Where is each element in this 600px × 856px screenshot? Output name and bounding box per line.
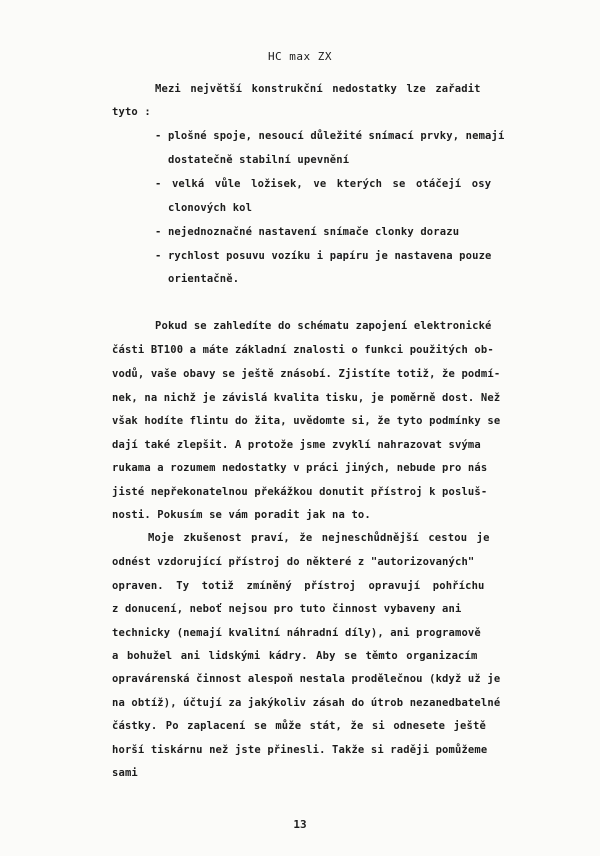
bullet-line: orientačně.: [168, 273, 240, 285]
bullet-line: - nejednoznačné nastavení snímače clonky dorazu: [155, 226, 460, 238]
paragraph-line: části BT100 a máte základní znalosti o funkci použitých ob-: [112, 344, 494, 356]
paragraph-line: na obtíž), účtují za jakýkoliv zásah do útrob nezanedbatelné: [112, 697, 501, 709]
bullet-line: - rychlost posuvu vozíku i papíru je nastavena pouze: [155, 250, 492, 262]
paragraph-line: vodů, vaše obavy se ještě znásobí. Zjistíte totiž, že podmí-: [112, 368, 501, 380]
paragraph-line: jisté nepřekonatelnou překážkou donutit přístroj k posluš-: [112, 486, 488, 498]
bullet-line: - velká vůle ložisek, ve kterých se otáčejí osy: [155, 178, 492, 190]
paragraph-line: Pokud se zahledíte do schématu zapojení elektronické: [155, 320, 492, 332]
bullet-line: dostatečně stabilní upevnění: [168, 154, 350, 166]
paragraph-line: a bohužel ani lidskými kádry. Aby se těmto organizacím: [112, 650, 478, 662]
paragraph-line: částky. Po zaplacení se může stát, že si odnesete ještě: [112, 720, 486, 732]
bullet-line: clonových kol: [168, 202, 253, 214]
paragraph-line: nek, na nichž je závislá kvalita tisku, je poměrně dost. Než: [112, 392, 501, 404]
paragraph-line: sami: [112, 767, 138, 779]
bullet-line: - plošné spoje, nesoucí důležité snímací prvky, nemají: [155, 130, 505, 142]
paragraph-line: rukama a rozumem nedostatky v práci jiných, nebude pro nás: [112, 462, 488, 474]
paragraph-line: z donucení, neboť nejsou pro tuto činnost vybaveny ani: [112, 603, 462, 615]
paragraph-line: však hodíte flintu do žita, uvědomte si, že tyto podmínky se: [112, 415, 501, 427]
paragraph-line: horší tiskárnu než jste přinesli. Takže si raději pomůžeme: [112, 744, 488, 756]
page-number: 13: [293, 818, 307, 831]
intro-line: Mezi největší konstrukční nedostatky lze zařadit: [155, 83, 481, 95]
paragraph-line: nosti. Pokusím se vám poradit jak na to.: [112, 509, 371, 521]
paragraph-line: opravárenská činnost alespoň nestala prodělečnou (když už je: [112, 673, 501, 685]
paragraph-line: Moje zkušenost praví, že nejneschůdnější cestou je: [148, 532, 490, 544]
page-header: HC max ZX: [267, 50, 333, 63]
paragraph-line: opraven. Ty totiž zmíněný přístroj opravují pohříchu: [112, 580, 485, 592]
paragraph-line: dají také zlepšit. A protože jsme zvyklí nahrazovat svýma: [112, 439, 481, 451]
paragraph-line: technicky (nemají kvalitní náhradní díly), ani programově: [112, 627, 481, 639]
intro-line: tyto :: [112, 106, 151, 118]
paragraph-line: odnést vzdorující přístroj do některé z "autorizovaných": [112, 556, 475, 568]
